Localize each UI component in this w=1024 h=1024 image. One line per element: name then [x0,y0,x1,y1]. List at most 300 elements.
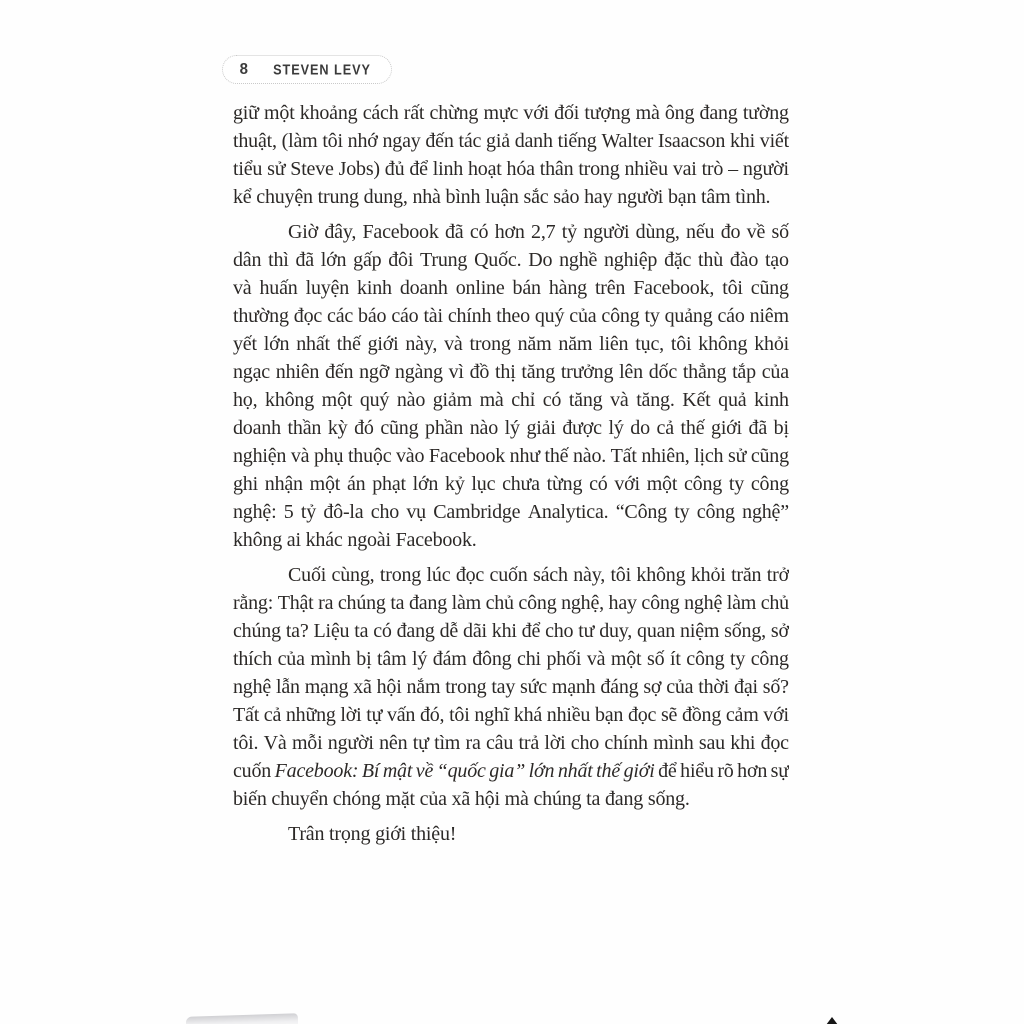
word: nghệ, [561,592,604,614]
word: ra [318,592,334,614]
text-line [233,386,789,414]
word: (làm [281,130,318,152]
word: cho [545,620,574,642]
word: hay [608,592,637,614]
text-line [233,757,789,785]
word: quảng [664,305,713,327]
word: đô-la [323,501,364,523]
word: mạng [304,676,349,698]
word: nghệ” [742,501,789,523]
word: nào [396,389,426,411]
word: yết [233,333,257,355]
word: sẽ [660,704,678,726]
text-line [233,330,789,358]
word: nghệ [233,676,272,698]
word: tôi. [233,732,259,754]
word: ta? [285,620,309,642]
word: vào [396,445,425,467]
word: có [469,221,489,243]
scan-artifact-bar [186,1013,298,1024]
word: đặc [664,249,692,271]
word: nhận [264,473,303,495]
word: với [523,102,549,124]
word: hàng [548,277,587,299]
word: đến [425,130,454,152]
word: Cuối [288,564,327,586]
text-line [233,785,789,813]
paragraph-1 [233,99,789,211]
word: lớn [263,333,290,355]
word: tự [412,732,429,754]
word: một [321,389,353,411]
word: mỗi [291,732,323,754]
word: đọc [293,305,323,327]
word: làm [451,592,481,614]
text-line [233,358,789,386]
word: nhiều [624,158,668,180]
text-line [233,820,789,848]
word: báo [358,305,387,327]
word: trong [469,333,511,355]
word: số [771,221,789,243]
word: chỉ [511,389,536,411]
text-line [233,442,789,470]
word: Trung [420,249,468,271]
word: trò [701,158,724,180]
word: tạo [764,249,789,271]
word: đông [472,648,512,670]
word: vì [448,361,464,383]
word: cáo [717,305,745,327]
word: công [750,648,789,670]
word: vai [672,158,697,180]
word: gấp [353,249,382,271]
word: ty [729,648,746,670]
word: ta [354,620,369,642]
word: lúc [426,564,451,586]
text-segment: Trân trọng giới thiệu! [288,823,457,845]
word: ông [664,102,695,124]
word: tỷ [561,221,577,243]
text-line [233,561,789,589]
word: online [455,277,505,299]
word: thế [336,333,361,355]
word: ty [644,305,660,327]
word: và [610,389,629,411]
word: cuốn [489,564,528,586]
word: nghệ [684,592,723,614]
word: duy, [599,620,633,642]
word: của [569,305,597,327]
text-line [233,526,789,554]
word: làm [726,592,757,614]
word: công [750,473,789,495]
word: dốc [648,361,677,383]
word: sách [533,564,568,586]
word: chủ [485,592,514,614]
word: cảm [725,704,759,726]
book-title-word: giới [623,760,655,782]
word: dãi [463,620,487,642]
word: đó [354,417,374,439]
word: thì [268,249,289,271]
word: chính [447,305,492,327]
word: ngạc [233,361,270,383]
word: Jobs) [338,158,380,180]
word: Kết [682,389,711,411]
word: bị [773,417,789,439]
word: Tất [233,704,260,726]
word: chúng [337,592,386,614]
word: thời [698,676,730,698]
word: nghiệp [604,249,658,271]
word: tăng [521,361,555,383]
word: ít [669,648,681,670]
word: – [728,158,738,180]
word: danh [514,130,553,152]
word: do [630,417,650,439]
word: chủ [760,592,789,614]
text-line [233,470,789,498]
word: giữ [233,102,259,124]
word: thế [544,445,569,467]
word: đang [408,592,448,614]
book-title-word: nhất [557,760,593,782]
word: đại [734,676,758,698]
word: đo [720,221,741,243]
word: không [698,333,748,355]
word: tỷ [300,501,317,523]
word: phối [546,648,582,670]
word: Facebook [428,445,506,467]
word: rõ [717,760,734,782]
word: các [327,305,354,327]
word: Cambridge [433,501,521,523]
word: tăng [568,389,603,411]
word: Walter [601,130,654,152]
word: đã [445,221,464,243]
word: số [647,648,665,670]
word: lời [544,732,566,754]
paragraph-4 [233,820,789,848]
word: những [285,704,336,726]
word: và [233,277,252,299]
word: nhất [296,333,330,355]
word: theo [496,305,530,327]
word: một [264,102,295,124]
word: đáng [600,676,639,698]
word: lý [504,417,520,439]
word: Isaacson [657,130,726,152]
text-block [233,99,789,855]
word: rất [403,102,425,124]
word: này, [573,564,606,586]
word: Facebook [362,221,439,243]
word: công [601,305,640,327]
word: trên [594,277,626,299]
word: Tất [610,445,637,467]
word: tường [742,102,789,124]
text-line [233,99,789,127]
word: để [521,620,541,642]
word: cáo [391,305,419,327]
word: cũng [380,417,419,439]
word: nghệ: [233,501,277,523]
word: người [742,158,789,180]
word: liên [599,333,629,355]
word: chính [604,732,648,754]
author-name: STEVEN LEVY [273,61,372,78]
text-segment: biến chuyển chóng mặt của xã hội mà chúng ta đang sống. [233,788,690,810]
text-line [233,183,789,211]
word: quả [718,389,747,411]
word: phụ [313,445,344,467]
text-line [233,589,789,617]
text-line [233,127,789,155]
word: công [696,501,735,523]
word: một [646,473,678,495]
word: tôi [322,130,343,152]
word: 2,7 [531,221,556,243]
word: cuốn [233,760,272,782]
word: đó, [419,704,445,726]
word: lời [340,704,362,726]
scan-artifact-glyph-tip [826,1017,838,1024]
word: cả [656,417,674,439]
word: lớn [320,249,347,271]
word: tìm [434,732,461,754]
text-line [233,645,789,673]
word: nghĩ [474,704,510,726]
word: tôi [722,277,743,299]
word: lục [471,473,496,495]
word: phần [425,417,464,439]
word: “Công [615,501,667,523]
word: tôi [449,704,470,726]
word: tư [578,620,595,642]
word: dân [233,249,262,271]
word: chi [517,648,541,670]
word: sự [770,760,789,782]
word: và [586,648,606,670]
word: hóa [506,158,535,180]
word: về [746,221,766,243]
word: mà [479,389,504,411]
word: đôi [388,249,414,271]
word: ty [728,473,745,495]
word: tay [491,676,516,698]
word: linh [432,158,464,180]
word: Và [263,732,287,754]
text-line [233,701,789,729]
word: từng [546,473,583,495]
word: trở [766,564,789,586]
word: nhiên [275,361,320,383]
book-title-word: thế [596,760,621,782]
word: với [763,704,789,726]
word: ngàng [394,361,443,383]
word: lý [412,648,428,670]
word: đây, [324,221,357,243]
word: thích [233,648,272,670]
word: bán [512,277,541,299]
page-number: 8 [239,60,249,79]
word: Quốc. [474,249,522,271]
word: kỷ [445,473,465,495]
word: lên [619,361,643,383]
word: cả [263,704,282,726]
word: của [277,648,305,670]
word: nắm [406,676,441,698]
word: bị [356,648,372,670]
word: công [518,592,557,614]
word: đã [748,417,768,439]
word: niêm [749,305,789,327]
word: tượng [584,102,631,124]
word: hiểu [680,760,714,782]
word: khi [729,130,755,152]
text-segment: không ai khác ngoài Facebook. [233,529,477,551]
word: thù [698,249,724,271]
word: 5 [283,501,294,523]
word: vấn [386,704,416,726]
word: Thật [277,592,314,614]
word: cùng, [331,564,375,586]
word: người [327,732,374,754]
word: công [641,592,680,614]
word: Giờ [288,221,318,243]
word: giới [367,333,399,355]
text-line [233,729,789,757]
word: xã [353,676,372,698]
word: năm [517,333,552,355]
word: nhớ [347,130,378,152]
word: đọc [627,704,657,726]
word: tâm [377,648,407,670]
word: chưa [502,473,540,495]
text-line [233,617,789,645]
word: hơn [737,760,768,782]
word: ghi [233,473,258,495]
word: sợ [643,676,662,698]
word: Liệu [313,620,350,642]
word: bạn [594,704,624,726]
word: niệm [680,620,720,642]
word: khoảng [299,102,358,124]
word: ta [390,592,405,614]
word: hoạt [467,158,502,180]
word: và [290,445,310,467]
word: và [444,333,463,355]
word: án [346,473,366,495]
word: giới [711,417,742,439]
word: công [686,648,725,670]
word: thuật, [233,130,277,152]
word: đủ [384,158,405,180]
book-title-word: Facebook: [274,760,359,782]
word: nên [379,732,408,754]
word: mực [483,102,519,124]
word: đọc [760,732,789,754]
word: nào. [572,445,607,467]
book-title-word: “quốc [436,760,486,782]
word: sử [267,158,286,180]
word: quan [637,620,676,642]
word: doanh [233,417,281,439]
paragraph-3 [233,561,789,813]
text-line [233,155,789,183]
word: khá [513,704,543,726]
word: người [583,221,630,243]
word: mà [635,102,660,124]
word: chúng [233,620,281,642]
word: như [509,445,540,467]
word: cách [362,102,399,124]
word: nghề [559,249,598,271]
book-title-word: Bí [361,760,380,782]
word: nếu [686,221,715,243]
word: đọc [455,564,485,586]
word: tác [458,130,482,152]
word: này, [405,333,438,355]
book-title-word: về [415,760,434,782]
text-line [233,274,789,302]
word: giải [526,417,556,439]
word: Analytica. [527,501,609,523]
word: lịch [694,445,724,467]
word: thân [539,158,574,180]
text-segment: kể chuyện trung dung, nhà bình luận sắc sảo hay người bạn tâm tình. [233,186,771,208]
word: ngỡ [359,361,390,383]
text-line [233,673,789,701]
word: để [658,760,677,782]
word: mình [653,732,694,754]
word: kinh [754,389,789,411]
word: được [562,417,602,439]
word: kỳ [327,417,348,439]
word: tôi [670,333,692,355]
word: trong [379,564,422,586]
word: ra [465,732,481,754]
word: doanh [399,277,448,299]
word: đang [396,620,435,642]
word: lớn [412,473,439,495]
word: lý [608,417,624,439]
text-line [233,218,789,246]
word: tiếng [557,130,597,152]
word: sau [698,732,725,754]
word: nào [469,417,499,439]
word: không [265,389,315,411]
word: trả [518,732,539,754]
text-line [233,302,789,330]
word: quý [534,305,565,327]
paragraph-2 [233,218,789,554]
word: trong [445,676,487,698]
word: năm [558,333,593,355]
word: với [614,473,640,495]
word: quý [359,389,390,411]
word: giảm [432,389,472,411]
book-title-word: lớn [528,760,555,782]
word: thường [233,305,289,327]
word: luyện [305,277,350,299]
text-line [233,498,789,526]
word: có [373,620,392,642]
word: để [409,158,428,180]
book-title-word: mật [382,760,413,782]
word: đồng [681,704,722,726]
